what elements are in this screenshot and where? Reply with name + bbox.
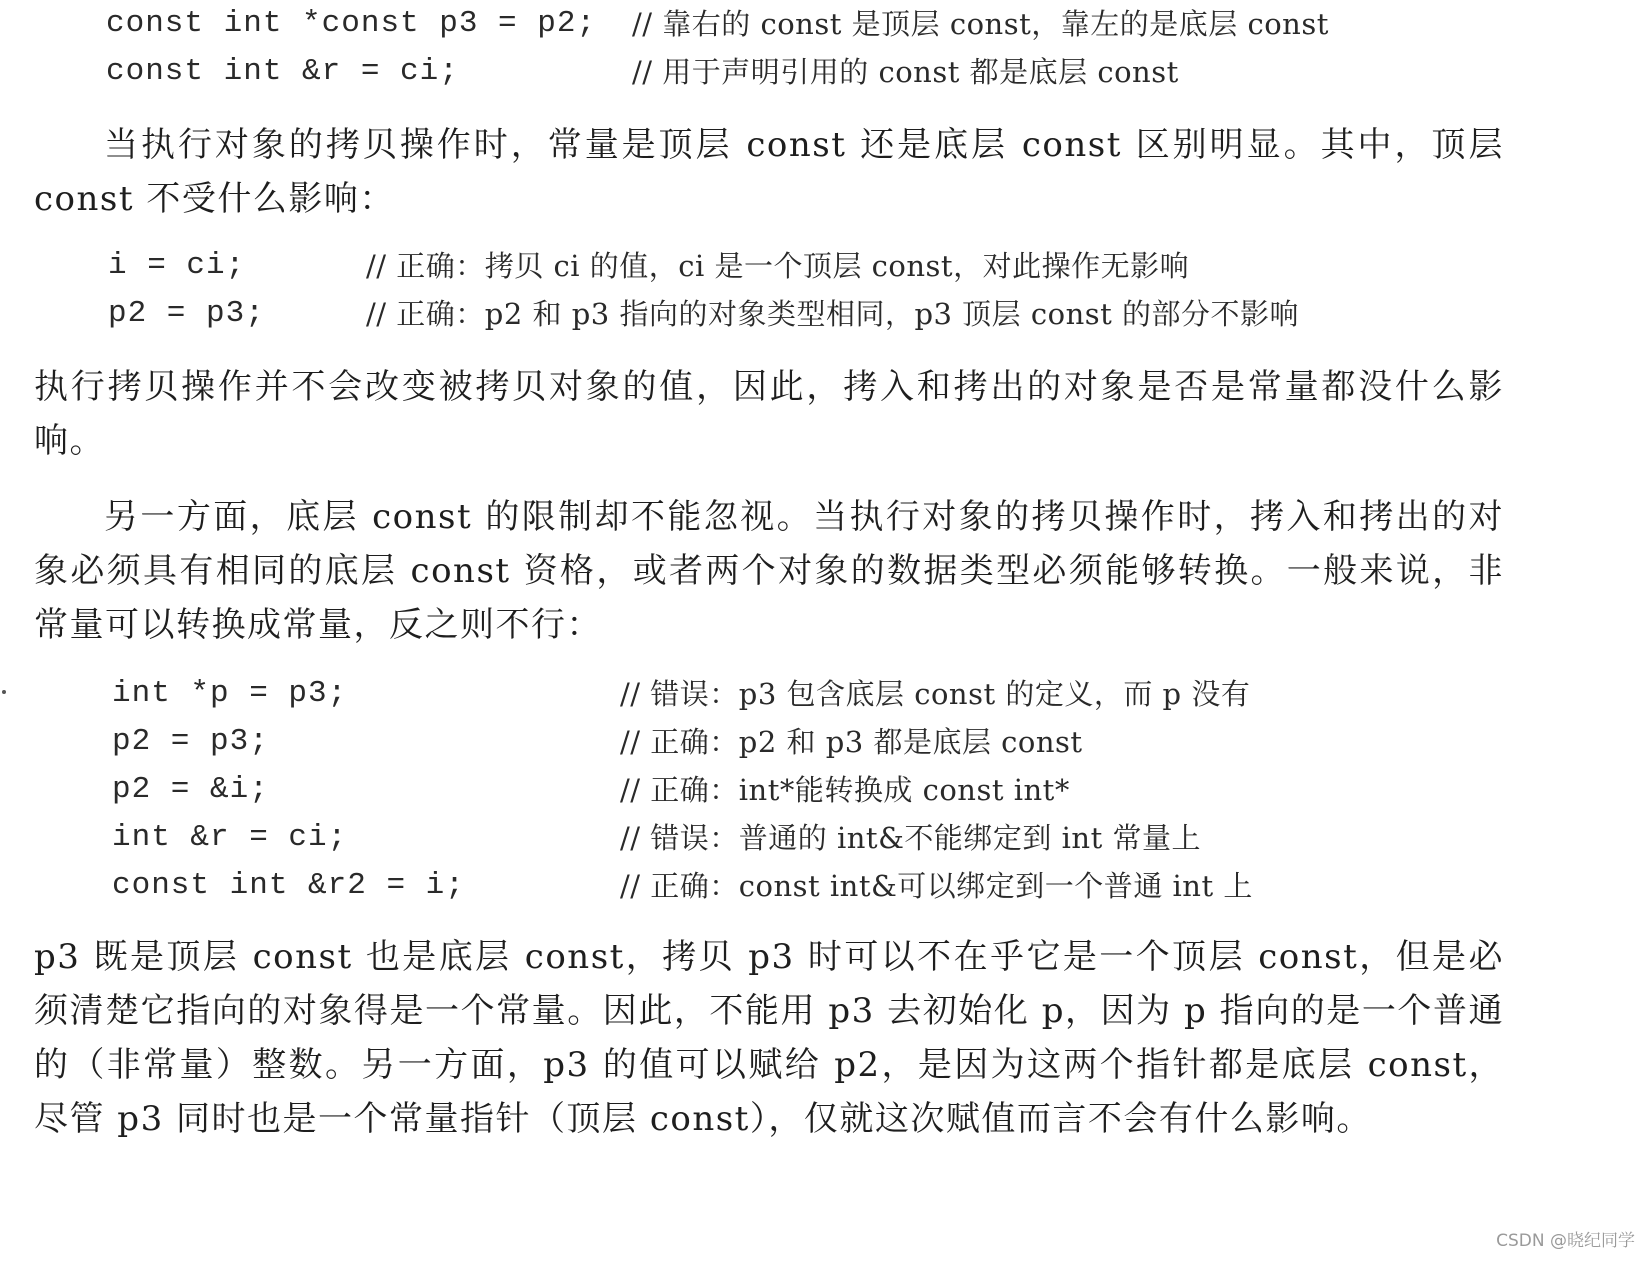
- code-comment: // 正确：int*能转换成 const int*: [620, 773, 1070, 807]
- code-line: [112, 814, 1532, 862]
- code-line: [106, 0, 1556, 48]
- code-text: int *p = p3;: [112, 676, 348, 711]
- code-line: [112, 766, 1532, 814]
- code-text: const int *const p3 = p2;: [106, 6, 597, 41]
- code-comment: // 正确：p2 和 p3 都是底层 const: [620, 725, 1083, 759]
- paragraph-1: 当执行对象的拷贝操作时，常量是顶层 const 还是底层 const 区别明显。其中，顶层 const 不受什么影响：: [34, 125, 1504, 219]
- code-line: [106, 48, 1556, 96]
- code-text: i = ci;: [108, 248, 246, 283]
- code-comment: // 靠右的 const 是顶层 const，靠左的是底层 const: [632, 7, 1329, 41]
- code-line: [112, 862, 1532, 910]
- code-line: [112, 670, 1532, 718]
- code-line: [112, 718, 1532, 766]
- paragraph-2: 执行拷贝操作并不会改变被拷贝对象的值，因此，拷入和拷出的对象是否是常量都没什么影响。: [34, 367, 1504, 461]
- code-comment: // 用于声明引用的 const 都是底层 const: [632, 55, 1179, 89]
- code-line: [108, 290, 1528, 338]
- code-comment: // 错误：普通的 int&不能绑定到 int 常量上: [620, 821, 1201, 855]
- code-block-3: [112, 670, 1532, 910]
- code-text: p2 = &i;: [112, 772, 269, 807]
- code-comment: // 正确：p2 和 p3 指向的对象类型相同，p3 顶层 const 的部分不影响: [366, 297, 1300, 331]
- code-block-2: [108, 242, 1528, 338]
- code-comment: // 正确：拷贝 ci 的值，ci 是一个顶层 const，对此操作无影响: [366, 249, 1190, 283]
- code-text: const int &r2 = i;: [112, 868, 465, 903]
- csdn-watermark: CSDN @晓纪同学: [1496, 1231, 1635, 1251]
- code-text: int &r = ci;: [112, 820, 348, 855]
- code-comment: // 错误：p3 包含底层 const 的定义，而 p 没有: [620, 677, 1251, 711]
- code-text: p2 = p3;: [108, 296, 265, 331]
- code-block-1: [106, 0, 1556, 96]
- code-comment: // 正确：const int&可以绑定到一个普通 int 上: [620, 869, 1253, 903]
- paragraph-4: p3 既是顶层 const 也是底层 const，拷贝 p3 时可以不在乎它是一个顶层 const，但是必须清楚它指向的对象得是一个常量。因此，不能用 p3 去初始化 p，因为 p 指向的是一个普通的（非常量）整数。另一方面，p3 的值可以赋给 p2，是因为这两个指针都是底层 const，尽管 p3 同时也是一个常量指针（顶层 const），仅就这次赋值而言不会有什么影响。: [34, 937, 1504, 1139]
- paragraph-3: 另一方面，底层 const 的限制却不能忽视。当执行对象的拷贝操作时，拷入和拷出的对象必须具有相同的底层 const 资格，或者两个对象的数据类型必须能够转换。一般来说，非常量可以转换成常量，反之则不行：: [34, 497, 1504, 645]
- margin-mark: [2, 690, 6, 694]
- code-text: p2 = p3;: [112, 724, 269, 759]
- code-text: const int &r = ci;: [106, 54, 459, 89]
- code-line: [108, 242, 1528, 290]
